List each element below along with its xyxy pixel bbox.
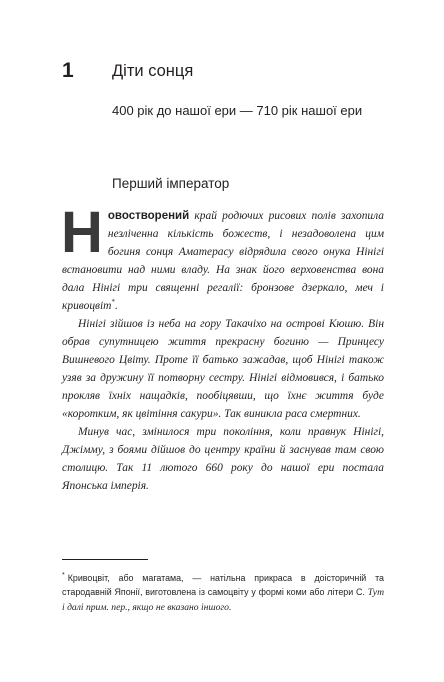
chapter-title: Діти сонця xyxy=(112,62,194,80)
paragraph-2: Нінігі зійшов із неба на гору Такачіхо на острові Кюшю. Він обрав супутницею життя прекрасну богиню — Принцесу Вишневого Цвіту. Проте її батько зажадав, щоб Нінігі також узяв за дружину її потворну сестру. Нінігі відмовився, і батько прокляв їхніх нащадків, пообіцявши, що їхнє життя буде «коротким, як цвітіння сакури». Так виникла раса смертних. xyxy=(62,318,384,420)
body-text xyxy=(61,200,384,495)
footnote-marker: * xyxy=(62,572,65,580)
paragraph-1-text: край родючих рисових полів захопила незліченна кількість божеств, і незадоволена цим богиня сонця Аматерасу відрядила свого онука Нінігі встановити над ними владу. На знак його верховенства вона дала Нінігі три священні регалії: бронзове дзеркало, меч і кривоцвіт xyxy=(62,210,384,312)
paragraph-3: Минув час, змінилося три покоління, коли правнук Нінігі, Джімму, з боями дійшов до центру країни й заснував там свою столицю. Так 11 лютого 660 року до нашої ери постала Японська імперія. xyxy=(62,426,384,492)
footnote-translator-note: Тут і далі прим. пер., якщо не вказано іншого. xyxy=(62,587,384,613)
footnote-divider xyxy=(62,559,148,560)
paragraph-1-end: . xyxy=(114,300,118,312)
lead-word: овостворений xyxy=(107,210,190,222)
footnote xyxy=(62,571,384,615)
footnote-text: Кривоцвіт, або магатама, — натільна прикраса в доісторичній та стародавній Японії, виготовлена із самоцвіту у формі коми або літери С. xyxy=(62,573,384,597)
footnote-reference: * xyxy=(111,298,115,307)
paragraph-1 xyxy=(61,200,384,315)
drop-cap: Н xyxy=(61,200,103,265)
chapter-dates: 400 рік до нашої ери — 710 рік нашої ери xyxy=(112,103,363,118)
chapter-number: 1 xyxy=(62,59,74,82)
section-title: Перший імператор xyxy=(112,176,230,191)
